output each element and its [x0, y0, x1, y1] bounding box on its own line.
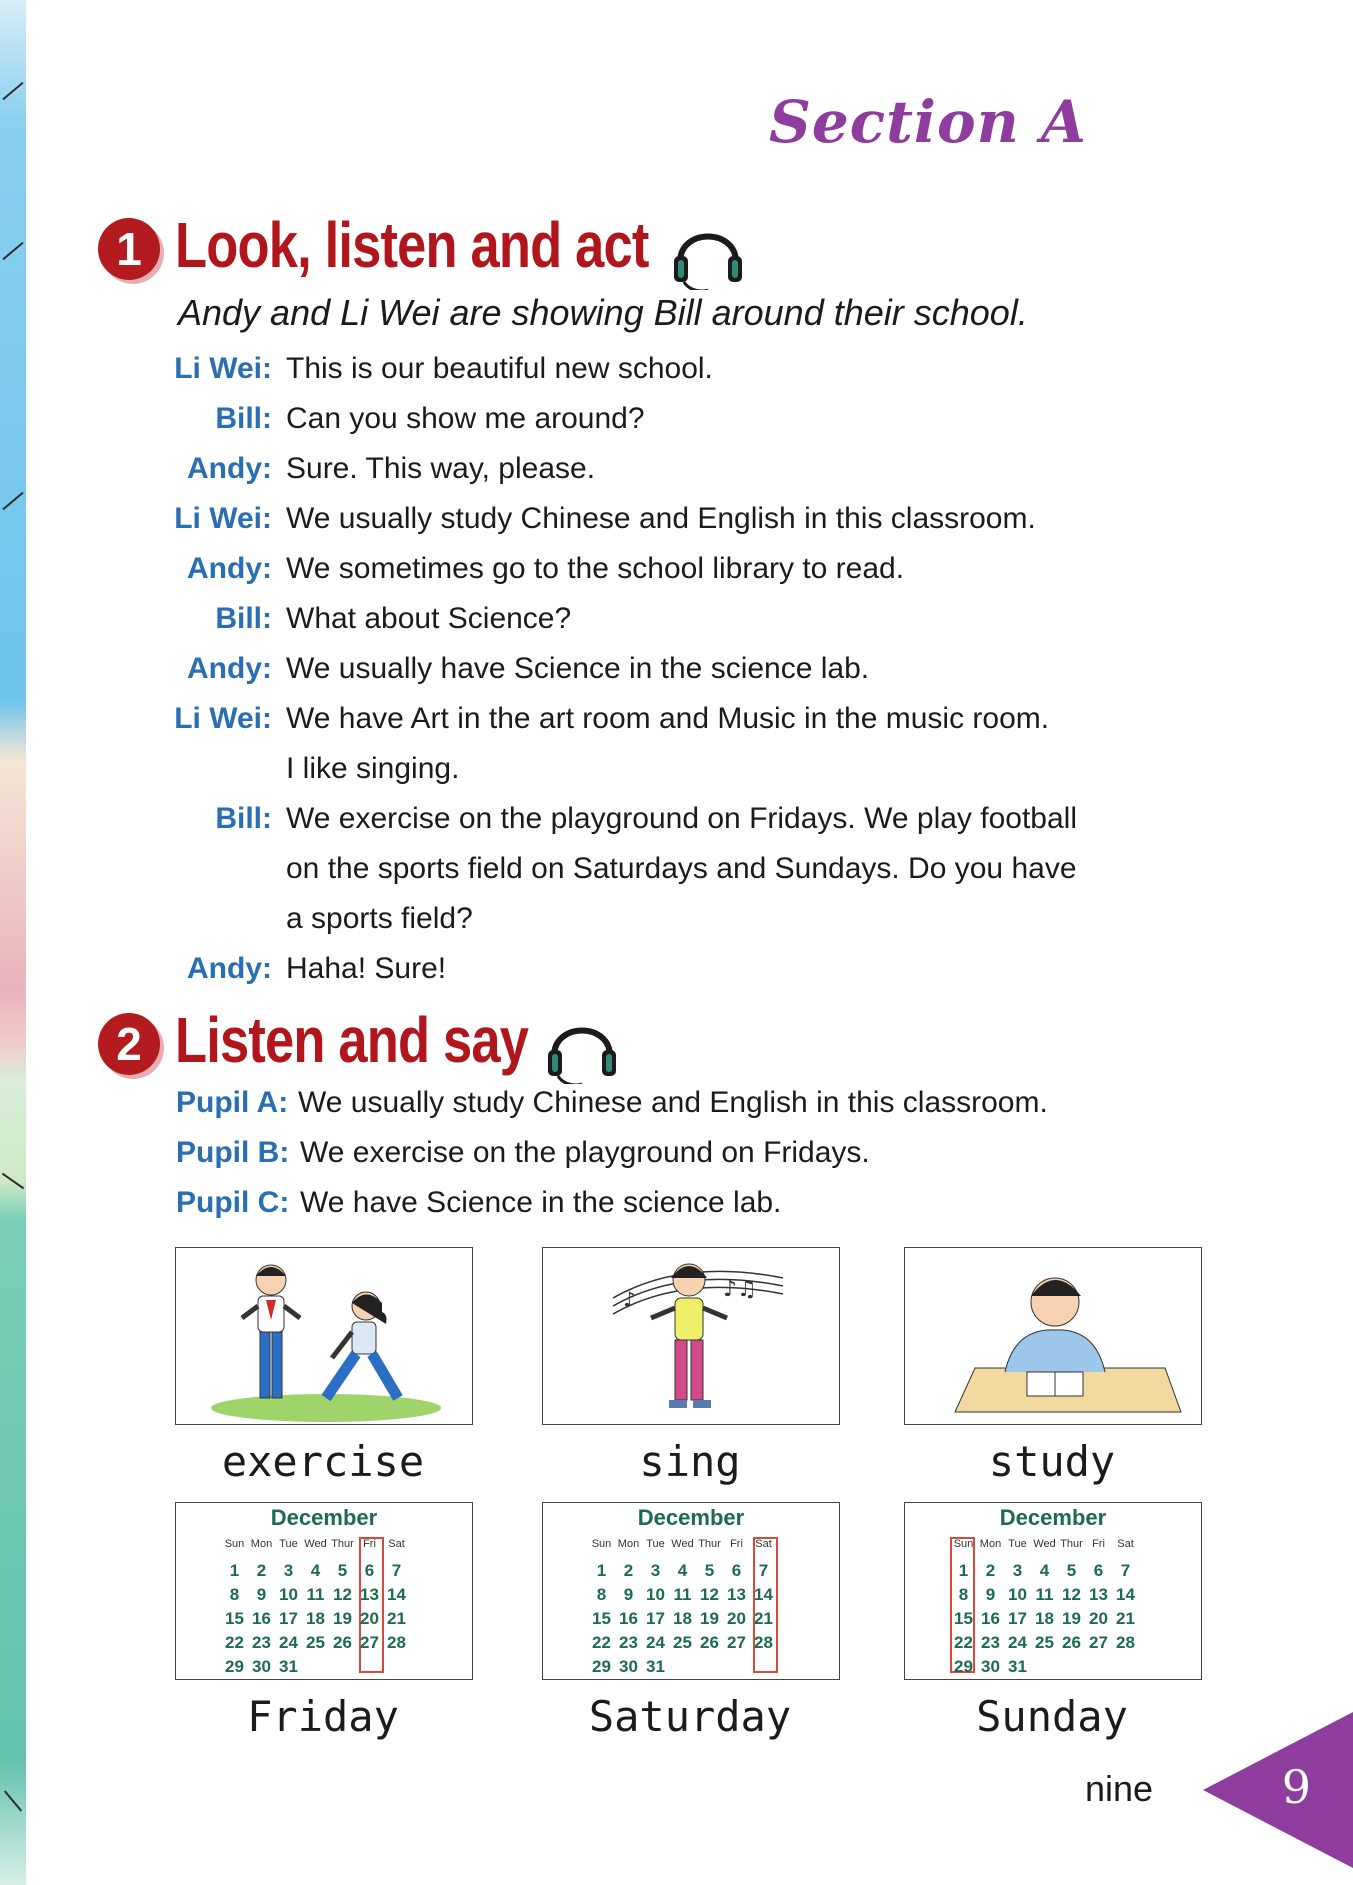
- calendar-date: 17: [646, 1609, 665, 1628]
- calendar-date: 28: [754, 1633, 773, 1652]
- calendar-saturday: [542, 1502, 840, 1680]
- dialogue-speaker: Andy:: [187, 952, 272, 985]
- part1-heading: Look, listen and act: [175, 209, 649, 281]
- calendar-date: 11: [673, 1585, 692, 1604]
- calendar-grid: [588, 1535, 777, 1679]
- calendar-week-row: [950, 1655, 1139, 1679]
- calendar-week-row: [588, 1559, 777, 1583]
- picture-word: sing: [639, 1437, 741, 1486]
- calendar-date: 4: [677, 1561, 688, 1580]
- calendar-date: 16: [619, 1609, 638, 1628]
- calendar-date: 4: [1039, 1561, 1050, 1580]
- calendar-week-row: [950, 1607, 1139, 1631]
- dialogue-speaker: Bill:: [215, 402, 272, 435]
- calendar-date: 20: [727, 1609, 746, 1628]
- calendar-date: 30: [981, 1657, 1000, 1676]
- pupil-line: We exercise on the playground on Fridays.: [300, 1136, 870, 1169]
- dialogue-line: I like singing.: [286, 752, 460, 785]
- calendar-weekday: Mon: [617, 1538, 640, 1550]
- calendar-date: 11: [1035, 1585, 1054, 1604]
- dialogue-speaker: Li Wei:: [174, 502, 272, 535]
- calendar-date: 16: [981, 1609, 1000, 1628]
- calendar-month: December: [270, 1505, 378, 1530]
- calendar-date: 31: [279, 1657, 298, 1676]
- dialogue-line: a sports field?: [286, 902, 473, 935]
- calendar-date: [669, 1655, 696, 1679]
- calendar-date: 23: [981, 1633, 1000, 1652]
- dialogue-line: We usually study Chinese and English in this classroom.: [286, 502, 1036, 535]
- calendar-date: 17: [1008, 1609, 1027, 1628]
- dialogue-speaker: Andy:: [187, 652, 272, 685]
- calendar-date: [1085, 1655, 1112, 1679]
- headphones-icon[interactable]: [542, 1004, 622, 1084]
- calendar-month: December: [637, 1505, 745, 1530]
- calendar-date: 14: [1116, 1585, 1135, 1604]
- calendar-date: [1031, 1655, 1058, 1679]
- headphones-icon[interactable]: [668, 210, 748, 290]
- calendar-weekday: Thur: [698, 1538, 721, 1550]
- picture-word: exercise: [221, 1437, 425, 1486]
- calendar-date: 24: [1008, 1633, 1027, 1652]
- calendar-date: 4: [310, 1561, 321, 1580]
- calendar-sunday: [904, 1502, 1202, 1680]
- calendar-date: 19: [1062, 1609, 1081, 1628]
- calendar-week-row: [950, 1583, 1139, 1607]
- calendar-week-row: [221, 1631, 410, 1655]
- dialogue-speaker: Bill:: [215, 602, 272, 635]
- calendar-day-label: Saturday: [588, 1692, 792, 1741]
- calendar-grid: [950, 1535, 1139, 1679]
- dialogue-line: Sure. This way, please.: [286, 452, 596, 485]
- calendar-date: [1112, 1655, 1139, 1679]
- pupil-line: We usually study Chinese and English in this classroom.: [298, 1086, 1048, 1119]
- calendar-month: December: [999, 1505, 1107, 1530]
- calendar-header-row: [950, 1535, 1139, 1559]
- exercise-picture: [175, 1247, 473, 1425]
- dialogue-speaker: Bill:: [215, 802, 272, 835]
- part2-heading: Listen and say: [175, 1004, 529, 1076]
- calendar-date: 20: [1089, 1609, 1108, 1628]
- calendar-weekday: Tue: [1008, 1538, 1027, 1550]
- calendar-date: 1: [958, 1561, 969, 1580]
- calendar-weekday: Sun: [224, 1538, 245, 1550]
- calendar-grid: [221, 1535, 410, 1679]
- calendar-date: 18: [1035, 1609, 1054, 1628]
- calendar-weekday: Thur: [331, 1538, 354, 1550]
- calendar-header-row: [221, 1535, 410, 1559]
- calendar-weekday: Thur: [1060, 1538, 1083, 1550]
- calendar-weekday: Wed: [304, 1538, 327, 1550]
- calendar-date: 3: [283, 1561, 294, 1580]
- dialogue-line: What about Science?: [286, 602, 572, 635]
- pupil-label: Pupil C:: [176, 1186, 290, 1219]
- calendar-day-label: Sunday: [976, 1692, 1128, 1741]
- calendar-weekday: Fri: [1092, 1538, 1105, 1550]
- picture-word: study: [988, 1437, 1116, 1486]
- calendar-date: 9: [256, 1585, 267, 1604]
- calendar-friday: [175, 1502, 473, 1680]
- calendar-date: 9: [985, 1585, 996, 1604]
- dialogue-speaker: Li Wei:: [174, 702, 272, 735]
- calendar-week-row: [221, 1559, 410, 1583]
- svg-text:♪♫: ♪♫: [723, 1277, 757, 1302]
- calendar-date: 26: [333, 1633, 352, 1652]
- calendar-date: [383, 1655, 410, 1679]
- calendar-date: 2: [985, 1561, 996, 1580]
- calendar-weekday: Tue: [279, 1538, 298, 1550]
- calendar-date: 7: [1120, 1561, 1131, 1580]
- calendar-date: 13: [727, 1585, 746, 1604]
- calendar-week-row: [588, 1583, 777, 1607]
- dialogue-speaker: Andy:: [187, 552, 272, 585]
- calendar-date: 16: [252, 1609, 271, 1628]
- calendar-date: 31: [646, 1657, 665, 1676]
- dialogue-line: We sometimes go to the school library to read.: [286, 552, 905, 585]
- dialogue-line: We exercise on the playground on Fridays. We play football: [286, 802, 1077, 835]
- calendar-week-row: [588, 1631, 777, 1655]
- calendar-date: 26: [700, 1633, 719, 1652]
- studying-picture: [904, 1247, 1202, 1425]
- calendar-date: 5: [1066, 1561, 1077, 1580]
- part2-number-badge: 2: [98, 1013, 160, 1075]
- calendar-date: 23: [252, 1633, 271, 1652]
- calendar-date: 19: [700, 1609, 719, 1628]
- dialogue-line: We have Art in the art room and Music in the music room.: [286, 702, 1050, 735]
- calendar-date: 15: [954, 1609, 973, 1628]
- calendar-date: 2: [623, 1561, 634, 1580]
- calendar-date: 3: [1012, 1561, 1023, 1580]
- calendar-date: 15: [592, 1609, 611, 1628]
- calendar-date: 5: [704, 1561, 715, 1580]
- calendar-date: 15: [225, 1609, 244, 1628]
- singing-picture: [542, 1247, 840, 1425]
- calendar-date: 25: [1035, 1633, 1054, 1652]
- calendar-weekday: Mon: [250, 1538, 273, 1550]
- calendar-date: 10: [279, 1585, 298, 1604]
- calendar-date: 12: [333, 1585, 352, 1604]
- calendar-day-label: Friday: [247, 1692, 399, 1741]
- pupil-label: Pupil A:: [176, 1086, 289, 1119]
- calendar-date: 28: [1116, 1633, 1135, 1652]
- page-number: 9: [1281, 1760, 1311, 1814]
- calendar-date: 29: [954, 1657, 973, 1676]
- calendar-date: 6: [364, 1561, 375, 1580]
- dialogue-line: Can you show me around?: [286, 402, 645, 435]
- dialogue-line: on the sports field on Saturdays and Sundays. Do you have: [286, 852, 1077, 885]
- page-number-tab: [1203, 1712, 1353, 1868]
- calendar-date: 24: [646, 1633, 665, 1652]
- calendar-date: 14: [387, 1585, 406, 1604]
- calendar-week-row: [950, 1631, 1139, 1655]
- calendar-date: 9: [623, 1585, 634, 1604]
- calendar-date: 8: [596, 1585, 607, 1604]
- calendar-date: 5: [337, 1561, 348, 1580]
- calendar-date: 7: [758, 1561, 769, 1580]
- dialogue-line: Haha! Sure!: [286, 952, 447, 985]
- calendar-date: 31: [1008, 1657, 1027, 1676]
- calendar-date: 29: [592, 1657, 611, 1676]
- pupil-label: Pupil B:: [176, 1136, 290, 1169]
- calendar-date: 21: [1116, 1609, 1135, 1628]
- calendar-weekday: Sun: [591, 1538, 612, 1550]
- calendar-weekday: Mon: [979, 1538, 1002, 1550]
- calendar-weekday: Fri: [730, 1538, 743, 1550]
- part1-subtitle: Andy and Li Wei are showing Bill around their school.: [178, 292, 1028, 333]
- calendar-date: 27: [1089, 1633, 1108, 1652]
- part1-number-badge: 1: [98, 218, 160, 280]
- dialogue-speaker: Li Wei:: [174, 352, 272, 385]
- calendar-week-row: [950, 1559, 1139, 1583]
- calendar-date: 10: [1008, 1585, 1027, 1604]
- calendar-week-row: [588, 1607, 777, 1631]
- calendar-week-row: [221, 1607, 410, 1631]
- calendar-date: 17: [279, 1609, 298, 1628]
- calendar-date: [1058, 1655, 1085, 1679]
- calendar-date: 22: [954, 1633, 973, 1652]
- calendar-date: 12: [1062, 1585, 1081, 1604]
- calendar-date: 12: [700, 1585, 719, 1604]
- calendar-date: 30: [619, 1657, 638, 1676]
- calendar-date: 1: [596, 1561, 607, 1580]
- calendar-date: 8: [958, 1585, 969, 1604]
- calendar-date: 8: [229, 1585, 240, 1604]
- calendar-date: 25: [306, 1633, 325, 1652]
- calendar-date: 13: [1089, 1585, 1108, 1604]
- calendar-date: 25: [673, 1633, 692, 1652]
- calendar-date: 19: [333, 1609, 352, 1628]
- dialogue-line: This is our beautiful new school.: [286, 352, 713, 385]
- calendar-date: 28: [387, 1633, 406, 1652]
- calendar-date: [696, 1655, 723, 1679]
- svg-text:♪: ♪: [623, 1287, 636, 1311]
- calendar-date: 22: [592, 1633, 611, 1652]
- calendar-date: [750, 1655, 777, 1679]
- calendar-date: 6: [1093, 1561, 1104, 1580]
- calendar-date: 30: [252, 1657, 271, 1676]
- calendar-weekday: Fri: [363, 1538, 376, 1550]
- calendar-weekday: Sat: [388, 1538, 405, 1550]
- calendar-date: 11: [306, 1585, 325, 1604]
- calendar-date: 22: [225, 1633, 244, 1652]
- calendar-date: 7: [391, 1561, 402, 1580]
- calendar-weekday: Wed: [671, 1538, 694, 1550]
- section-title: Section A: [769, 88, 1087, 156]
- calendar-date: 10: [646, 1585, 665, 1604]
- calendar-date: 20: [360, 1609, 379, 1628]
- calendar-date: 24: [279, 1633, 298, 1652]
- dialogue-speaker: Andy:: [187, 452, 272, 485]
- calendar-date: 21: [387, 1609, 406, 1628]
- calendar-date: 18: [306, 1609, 325, 1628]
- calendar-date: [302, 1655, 329, 1679]
- calendar-date: 13: [360, 1585, 379, 1604]
- calendar-date: [356, 1655, 383, 1679]
- calendar-date: 3: [650, 1561, 661, 1580]
- calendar-date: [723, 1655, 750, 1679]
- calendar-weekday: Sun: [953, 1538, 974, 1550]
- dialogue-line: We usually have Science in the science lab.: [286, 652, 870, 685]
- calendar-date: 23: [619, 1633, 638, 1652]
- calendar-date: [329, 1655, 356, 1679]
- calendar-week-row: [221, 1655, 410, 1679]
- calendar-date: 2: [256, 1561, 267, 1580]
- left-decorative-strip: [0, 0, 26, 1885]
- pupil-line: We have Science in the science lab.: [300, 1186, 782, 1219]
- calendar-header-row: [588, 1535, 777, 1559]
- calendar-weekday: Wed: [1033, 1538, 1056, 1550]
- calendar-date: 1: [229, 1561, 240, 1580]
- calendar-date: 18: [673, 1609, 692, 1628]
- calendar-weekday: Sat: [1117, 1538, 1134, 1550]
- page-word: nine: [1084, 1768, 1153, 1809]
- calendar-date: 27: [727, 1633, 746, 1652]
- calendar-week-row: [588, 1655, 777, 1679]
- calendar-date: 26: [1062, 1633, 1081, 1652]
- calendar-date: 29: [225, 1657, 244, 1676]
- calendar-date: 6: [731, 1561, 742, 1580]
- calendar-weekday: Sat: [755, 1538, 772, 1550]
- calendar-date: 14: [754, 1585, 773, 1604]
- calendar-week-row: [221, 1583, 410, 1607]
- calendar-date: 21: [754, 1609, 773, 1628]
- calendar-date: 27: [360, 1633, 379, 1652]
- calendar-weekday: Tue: [646, 1538, 665, 1550]
